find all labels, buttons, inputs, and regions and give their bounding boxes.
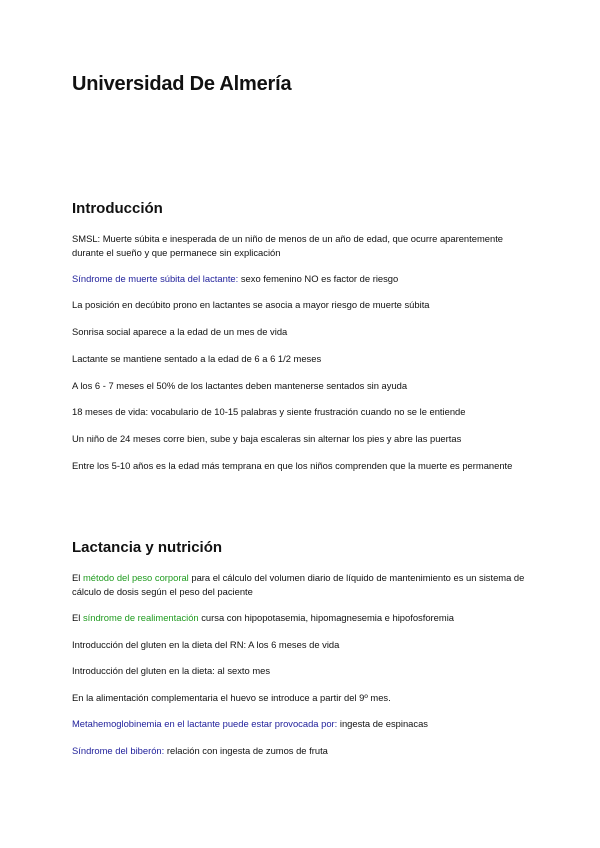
paragraph-gluten-sexto-mes — [72, 664, 532, 678]
paragraph-text: La posición en decúbito prono en lactantes se asocia a mayor riesgo de muerte súbita — [72, 299, 430, 310]
paragraph-text: cursa con hipopotasemia, hipomagnesemia e hipofosforemia — [198, 612, 454, 623]
document-title: Universidad De Almería — [72, 73, 292, 95]
paragraph-realimentacion — [72, 611, 532, 625]
paragraph-text: para el cálculo del volumen diario de líquido de mantenimiento es un sistema de cálculo de dosis según el peso del paciente — [72, 572, 525, 597]
paragraph-metodo-peso — [72, 571, 532, 598]
highlight-term: síndrome de realimentación — [82, 612, 199, 623]
highlight-term: método del peso corporal — [82, 572, 189, 583]
highlight-term: Metahemoglobinemia en el lactante puede estar provocada por: — [72, 718, 338, 729]
paragraph-decubito-prono — [72, 298, 532, 312]
paragraph-text: 18 meses de vida: vocabulario de 10-15 palabras y siente frustración cuando no se le entiende — [72, 406, 466, 417]
paragraph-huevo — [72, 691, 532, 705]
paragraph-text: Introducción del gluten en la dieta: al sexto mes — [72, 665, 271, 676]
paragraph-sentado — [72, 352, 532, 366]
paragraph-smsl-sexo — [72, 272, 532, 286]
paragraph-metahemoglobinemia — [72, 717, 532, 731]
paragraph-text: Un niño de 24 meses corre bien, sube y baja escaleras sin alternar los pies y abre las puertas — [72, 433, 462, 444]
paragraph-text: relación con ingesta de zumos de fruta — [164, 745, 328, 756]
paragraph-text: Introducción del gluten en la dieta del RN: A los 6 meses de vida — [72, 639, 340, 650]
paragraph-24-meses — [72, 432, 532, 446]
highlight-term: Síndrome de muerte súbita del lactante: — [72, 273, 239, 284]
paragraph-text: Lactante se mantiene sentado a la edad de 6 a 6 1/2 meses — [72, 353, 322, 364]
paragraph-text: sexo femenino NO es factor de riesgo — [238, 273, 399, 284]
paragraph-text: A los 6 - 7 meses el 50% de los lactantes deben mantenerse sentados sin ayuda — [72, 380, 408, 391]
paragraph-5-10-anos — [72, 459, 532, 473]
paragraph-smsl — [72, 232, 532, 259]
paragraph-text: Sonrisa social aparece a la edad de un mes de vida — [72, 326, 288, 337]
paragraph-gluten-rn — [72, 638, 532, 652]
paragraph-prefix: El — [72, 572, 83, 583]
paragraph-6-7-meses — [72, 379, 532, 393]
section-heading-lactancia: Lactancia y nutrición — [72, 539, 223, 556]
highlight-term: Síndrome del biberón: — [72, 745, 165, 756]
paragraph-prefix: El — [72, 612, 83, 623]
paragraph-text: Entre los 5-10 años es la edad más temprana en que los niños comprenden que la muerte es permanente — [72, 460, 513, 471]
paragraph-18-meses — [72, 405, 532, 419]
paragraph-text: SMSL: Muerte súbita e inesperada de un niño de menos de un año de edad, que ocurre aparentemente durante el sueño y que permanece sin explicación — [72, 233, 504, 258]
paragraph-text: En la alimentación complementaria el huevo se introduce a partir del 9º mes. — [72, 692, 391, 703]
section-heading-introduccion: Introducción — [72, 200, 163, 217]
paragraph-sindrome-biberon — [72, 744, 532, 758]
paragraph-text: ingesta de espinacas — [337, 718, 428, 729]
paragraph-sonrisa-social — [72, 325, 532, 339]
